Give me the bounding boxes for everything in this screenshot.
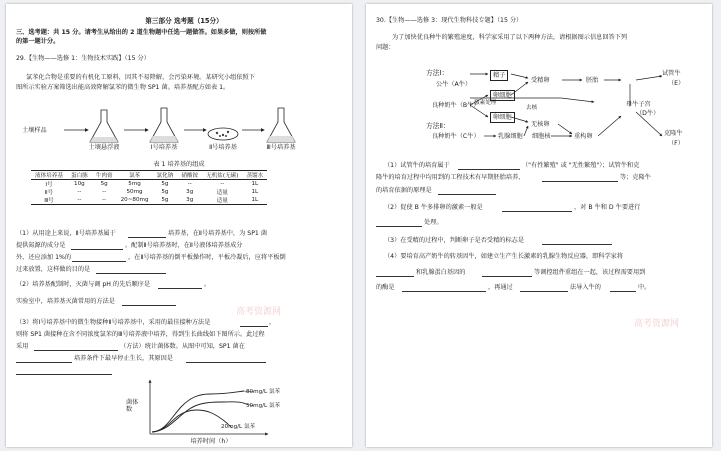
table-header-cell: 蒸馏水: [242, 171, 267, 180]
q29-1-text-d: 。配制Ⅱ号培养基时，在Ⅱ号液体培养基成分: [125, 242, 243, 249]
answer-blank: [458, 169, 520, 170]
table-row: [31, 180, 267, 189]
enucleated-egg-label: 无核卵: [531, 121, 550, 128]
egg-cell-box: 卵细胞: [490, 90, 515, 101]
q30-1-text-c: 隆牛的培育过程中均用到的工程技术有早期胚胎培养、: [376, 174, 525, 181]
q30-intro-1: 为了加快优良种牛的繁殖速度，科学家采用了以下两种方法，请根据图示信息回答下列: [392, 34, 628, 41]
table-cell: 5mg: [128, 181, 141, 187]
q29-para-2: 图所示实验方案筛选出能高效降解氯苯的微生物 SP1 菌。培养基配方如表 1。: [16, 84, 230, 91]
table-cell: 适量: [216, 190, 228, 196]
q29-title: 29.【生物——选修 1：生物技术实践】（15 分）: [16, 55, 150, 62]
medium-table: [31, 170, 267, 205]
answer-blank: [520, 291, 568, 292]
table-cell: --: [187, 181, 192, 187]
label-medium-2: Ⅱ号培养基: [209, 144, 237, 151]
table-cell: 5g: [161, 189, 169, 195]
answer-blank: [34, 350, 118, 351]
q29-1-text-g: 过来放置，这样做的目的是: [16, 266, 91, 273]
table-cell: Ⅱ号: [44, 190, 54, 196]
page-right: [366, 4, 712, 447]
instructions-line1: 三、选考题：共 15 分。请考生从给出的 2 道生物题中任选一题做答。如果多做，则按所做: [16, 29, 267, 36]
q30-2-text-b: ，对 B 牛和 D 牛要进行: [574, 204, 641, 211]
table-header-cell: 氯苯: [117, 171, 153, 180]
q29-3-text-d: 采用: [16, 343, 29, 350]
instructions-line2: 的第一题计分。: [16, 38, 60, 45]
table-cell: 3g: [186, 189, 194, 195]
q29-1-text-e: 外，还应添加 1%的: [16, 254, 72, 261]
q29-3-text-c: 则将 SP1 菌接种在含不同浓度氯苯的Ⅲ号培养液中培养，得到生长曲线如下图所示。此过程: [16, 331, 265, 338]
reconstructed-egg-label: 重构卵: [574, 133, 593, 140]
q30-4-text-f: 法导入牛的: [570, 284, 601, 291]
label-medium-1: Ⅰ号培养基: [150, 144, 178, 151]
table-header-cell: 蛋白胨: [67, 171, 92, 180]
table-cell: 5g: [161, 181, 169, 187]
y-axis-label: 菌体数: [126, 399, 139, 413]
table-header-cell: 牛肉膏: [92, 171, 117, 180]
series-label: 80mg/L 氯苯: [246, 389, 281, 395]
table-caption: 表 1 培养基的组成: [153, 161, 205, 168]
clone-calf-label: 克隆牛: [664, 130, 683, 137]
table-header-cell: 液体培养基: [31, 171, 67, 180]
table-cell: 1L: [251, 189, 259, 195]
page-left: [6, 4, 352, 447]
label-soil-sample: 土壤样品: [22, 127, 47, 134]
table-cell: Ⅰ号: [45, 182, 53, 188]
q29-1-text-f: ，在Ⅱ号培养基的倒平板操作时，平板冷凝后，应将平板倒: [128, 254, 286, 261]
flask-liquid: [267, 136, 295, 142]
cow-b-label: 良种奶牛（B牛）: [432, 102, 480, 109]
table-header-cell: 氯化钠: [153, 171, 178, 180]
answer-blank: [376, 226, 422, 227]
q30-2-text-a: （2）促使 B 牛多排卵的激素一般是: [384, 204, 483, 211]
table-cell: 适量: [202, 196, 242, 205]
x-axis-label: 培养时间（h）: [190, 438, 232, 445]
answer-blank: [122, 305, 176, 306]
nucleus-label: 细胞核: [532, 133, 551, 140]
answer-blank: [71, 249, 123, 250]
q29-3-text-b: ，: [269, 319, 276, 326]
cow-c-label: 良种奶牛（C牛）: [432, 133, 480, 140]
answer-blank: [502, 211, 572, 212]
answer-blank: [542, 244, 612, 245]
mammary-cell-label: 乳腺细胞: [498, 133, 523, 140]
watermark: 高考资源网: [236, 307, 282, 317]
q29-2-text-c: 实验室中，培养基灭菌常用的方法是: [16, 298, 115, 305]
label-soil-suspension: 土壤悬浮液: [88, 144, 120, 151]
experiment-figure: [6, 96, 352, 156]
table-cell: 3g: [177, 196, 202, 205]
answer-blank: [186, 362, 266, 363]
part-title: 第三部分 选考题（15分）: [145, 17, 223, 25]
answer-blank: [96, 273, 166, 274]
answer-blank: [16, 374, 112, 375]
label-medium-3: Ⅲ号培养基: [266, 144, 296, 151]
method-2-label: 方法Ⅱ：: [426, 122, 450, 130]
table-cell: 5g: [153, 196, 178, 205]
table-cell: --: [67, 196, 92, 205]
hormone-label: 激素处理: [474, 100, 497, 106]
q30-4-text-d: 的酶是: [376, 284, 395, 291]
q30-4-text-b: 和乳腺蛋白基因的: [416, 269, 466, 276]
series-label: 20mg/L 氯苯: [221, 424, 256, 430]
q30-1-text-a: （1）试管牛的培育属于: [384, 162, 450, 169]
q30-4-text-a: （4）要培育高产奶牛的转基因牛，如建立生产生长激素的乳腺生物反应器，即科学家将: [384, 253, 624, 260]
table-header-cell: 硝酸铵: [177, 171, 202, 180]
q30-4-text-g: 中。: [638, 284, 651, 291]
test-tube-calf-label: 试管牛: [662, 70, 681, 77]
table-cell: 5g: [100, 181, 108, 187]
q30-1-text-b: （"有性繁殖" 或 "无性繁殖"）；试管牛和克: [522, 162, 640, 169]
table-row: [31, 196, 267, 205]
sperm-box: 精子: [490, 70, 508, 81]
q30-3-text-a: （3）在受精的过程中，判断卵子是否受精的标志是: [384, 237, 525, 244]
q30-4-text-e: ，再通过: [488, 284, 513, 291]
q29-2-text-b: 。: [204, 281, 211, 288]
mother-uterus-label: 母牛子宫: [626, 101, 651, 108]
flask-liquid: [150, 136, 178, 142]
answer-blank: [72, 261, 126, 262]
answer-blank: [240, 326, 268, 327]
table-cell: 1L: [251, 181, 259, 187]
answer-blank: [438, 194, 496, 195]
embryo-label: 胚胎: [586, 77, 599, 84]
table-header-cell: 无机盐(无碳): [202, 171, 242, 180]
answer-blank: [610, 291, 636, 292]
egg-cell-box-2: 卵细胞: [490, 112, 515, 123]
cow-a-label: 公牛（A牛）: [436, 81, 472, 88]
table-cell: --: [102, 189, 107, 195]
enucleate-label: 去核: [526, 105, 538, 111]
label-d: （D牛）: [636, 110, 660, 117]
label-f: （F）: [668, 140, 684, 147]
q29-2-text-a: （2）培养基配制时，灭菌与调 pH 的先后顺序是: [16, 281, 151, 288]
q29-para-1: 氯苯化合物是重要的有机化工原料，因其不易降解，会污染环境。某研究小组依照下: [26, 74, 255, 81]
table-cell: 10g: [74, 181, 85, 187]
answer-blank: [402, 291, 486, 292]
answer-blank: [542, 181, 618, 182]
fertilized-egg-label: 受精卵: [531, 77, 550, 84]
answer-blank: [482, 276, 532, 277]
table-row: [31, 188, 267, 196]
label-e: （E）: [668, 80, 685, 87]
answer-blank: [158, 288, 202, 289]
q29-3-text-a: （3）将Ⅰ号培养基中的微生物接种Ⅱ号培养基中，采用的最佳接种方法是: [16, 319, 211, 326]
table-cell: --: [220, 181, 225, 187]
table-cell: 20~80mg: [117, 196, 153, 205]
table-cell: Ⅲ号: [31, 196, 67, 205]
q29-3-text-e: （方法）统计菌体数。从图中可知，SP1 菌在: [120, 343, 245, 350]
answer-blank: [128, 237, 166, 238]
q30-intro-2: 问题：: [376, 44, 395, 51]
q29-1-text-b: 培养基，在Ⅱ号培养基中，为 SP1 菌: [168, 230, 268, 237]
table-cell: 1L: [242, 196, 267, 205]
q29-3-text-f: 培养条件下最早停止生长，其原因是: [74, 355, 173, 362]
answer-blank: [376, 276, 414, 277]
method-1-label: 方法Ⅰ：: [426, 69, 449, 77]
table-cell: --: [77, 189, 82, 195]
q29-1-text-c: 提供氮源的成分是: [16, 242, 66, 249]
q30-title: 30.【生物——选修 3：现代生物科技专题】（15 分）: [376, 17, 523, 24]
table-cell: --: [92, 196, 117, 205]
q30-1-text-d: 等；克隆牛: [620, 174, 651, 181]
flask-liquid: [90, 137, 118, 142]
q30-4-text-c: 等调控组件重组在一起，该过程需要用到: [534, 269, 646, 276]
series-label: 50mg/L 氯苯: [246, 403, 281, 409]
q30-1-text-e: 的培育依据的原理是: [376, 187, 432, 194]
table-cell: 50mg: [126, 189, 143, 195]
q30-2-text-c: 处理。: [424, 219, 443, 226]
q29-1-text-a: （1）从用途上来说，Ⅱ号培养基属于: [16, 230, 116, 237]
answer-blank: [16, 362, 72, 363]
watermark: 高考资源网: [634, 319, 680, 329]
